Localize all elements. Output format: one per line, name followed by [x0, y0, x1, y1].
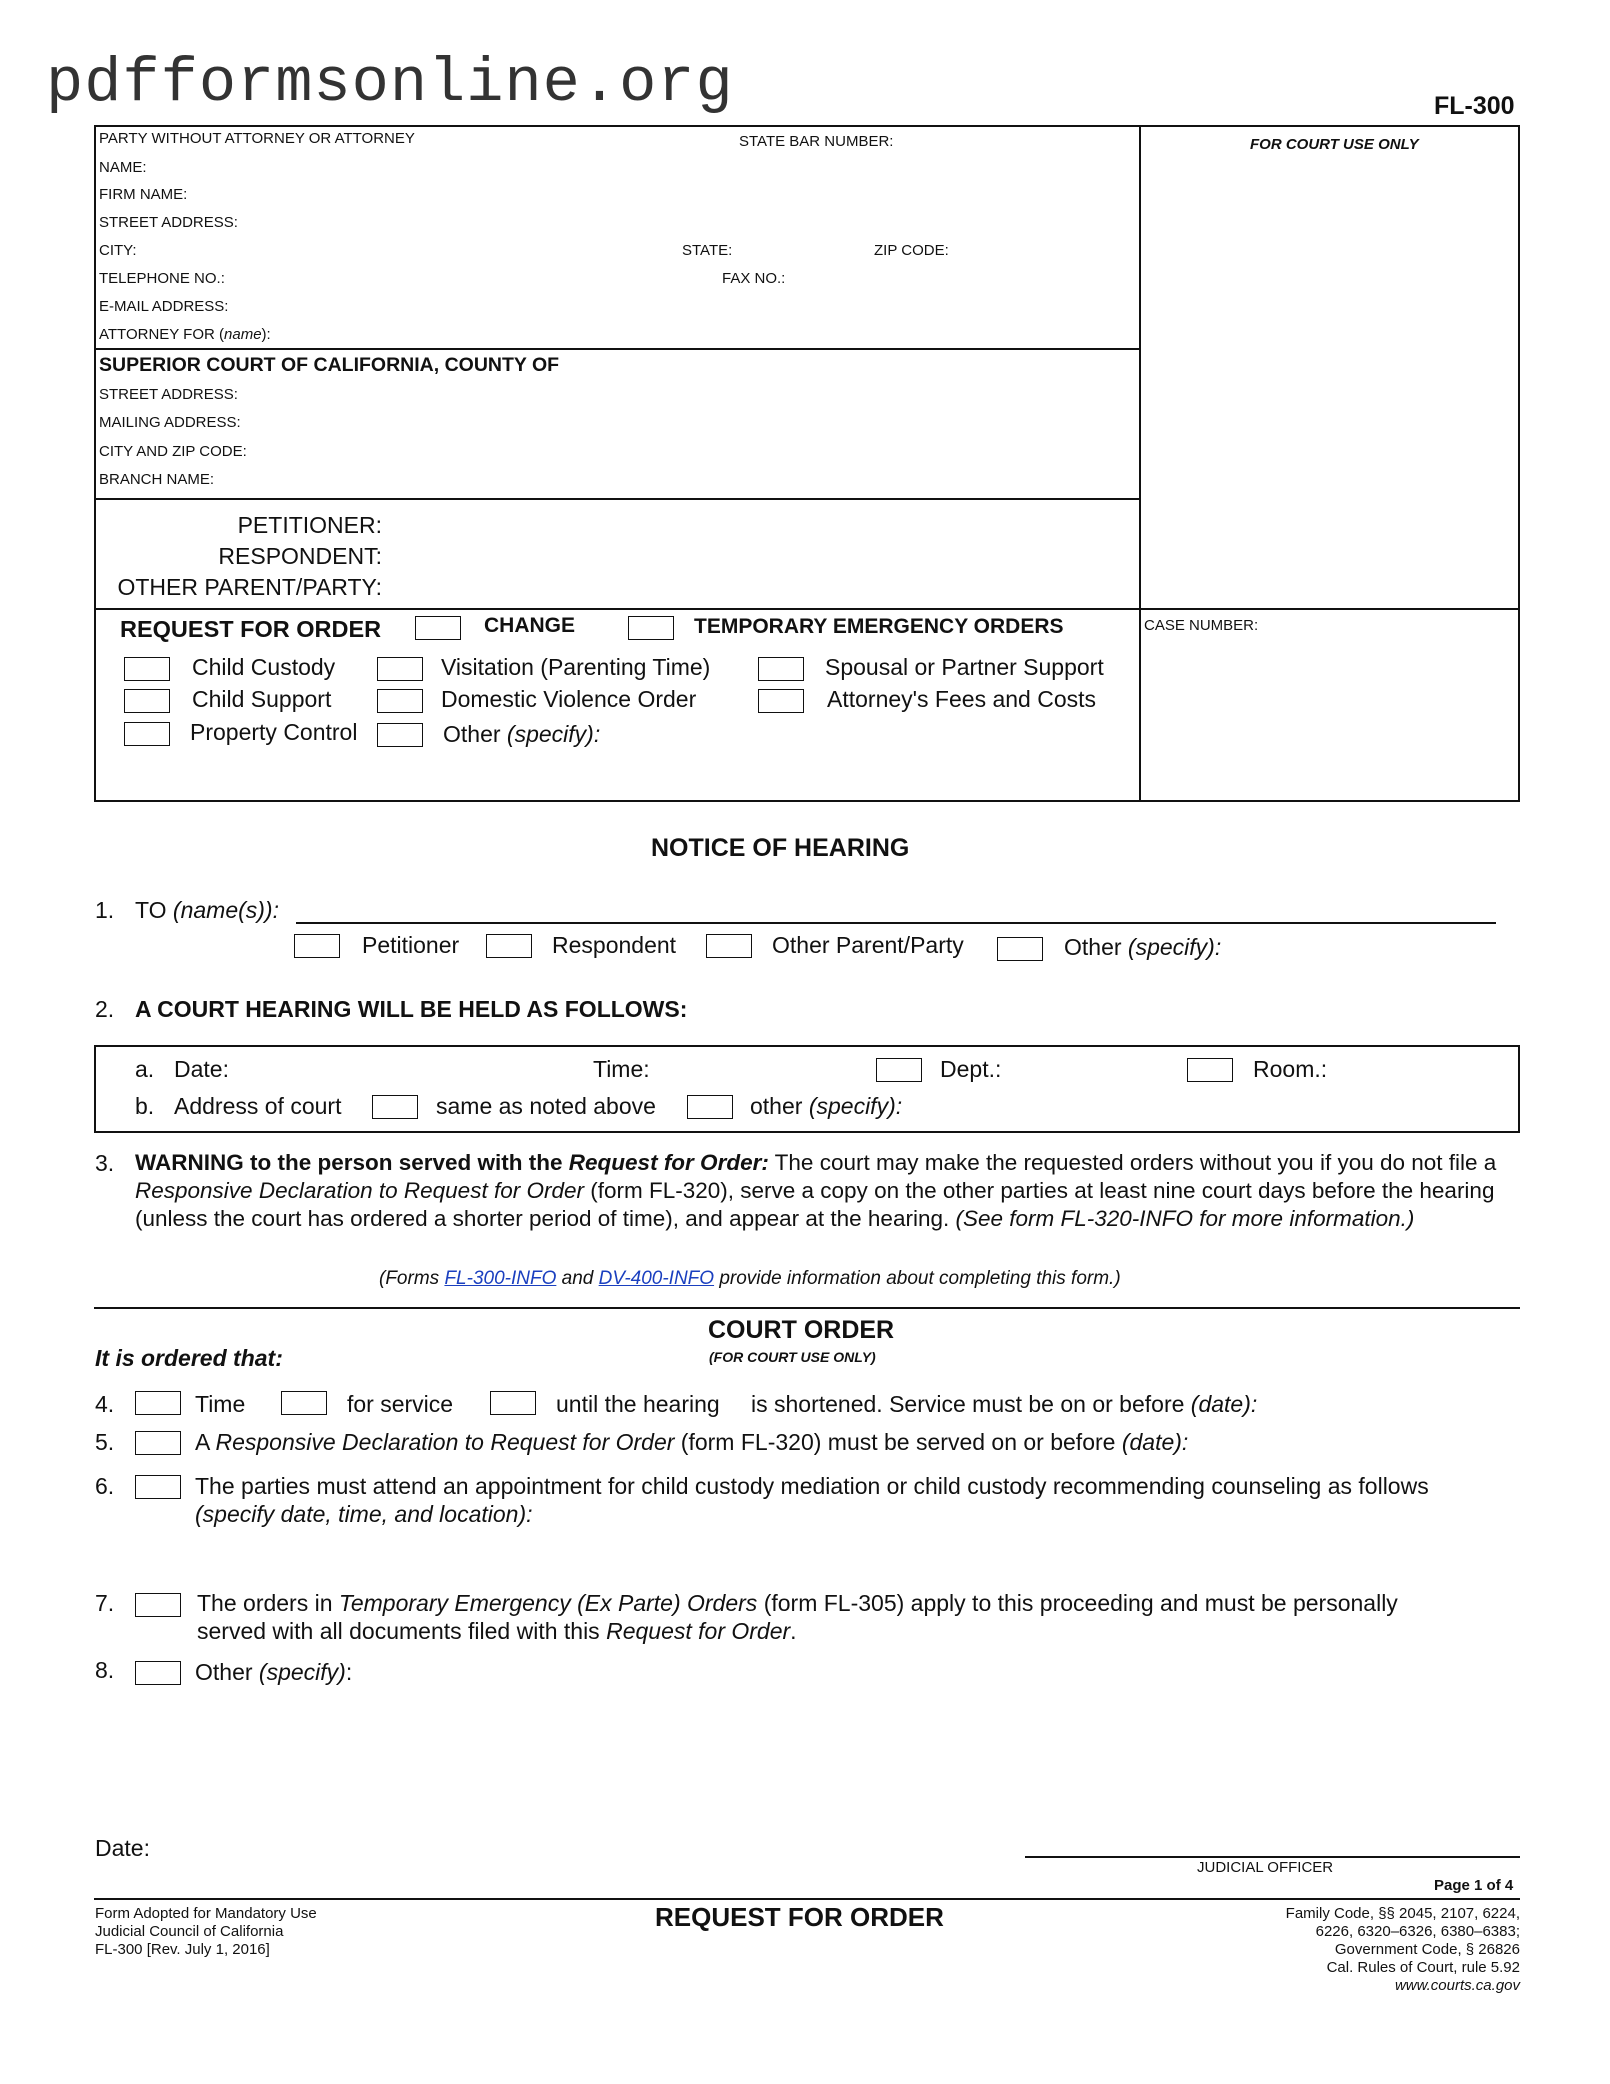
item6-number: 6. [95, 1473, 115, 1499]
item2-label: A COURT HEARING WILL BE HELD AS FOLLOWS: [135, 996, 688, 1022]
judicial-officer-label: JUDICIAL OFFICER [1197, 1859, 1334, 1876]
respondent-label: RESPONDENT: [218, 543, 382, 569]
page-number: Page 1 of 4 [1434, 1877, 1514, 1894]
same-address-label: same as noted above [436, 1093, 656, 1119]
courts-website-link[interactable]: www.courts.ca.gov [1394, 1977, 1520, 1994]
watermark: pdfformsonline.org [46, 48, 734, 119]
fax-label: FAX NO.: [722, 270, 786, 287]
room-label: Room.: [1253, 1056, 1328, 1082]
visitation-label: Visitation (Parenting Time) [441, 654, 711, 680]
item8-number: 8. [95, 1657, 115, 1683]
other-request-label: Other (specify): [443, 721, 601, 747]
item7-text-line1: The orders in Temporary Emergency (Ex Parte) Orders (form FL-305) apply to this proceeding and must be personally [197, 1590, 1398, 1616]
state-bar-label: STATE BAR NUMBER: [739, 133, 894, 150]
city-label: CITY: [99, 242, 137, 259]
child-support-label: Child Support [192, 686, 332, 712]
notice-title: NOTICE OF HEARING [651, 834, 910, 862]
hearing-time-label: Time: [593, 1056, 650, 1082]
revision-text: FL-300 [Rev. July 1, 2016] [95, 1941, 270, 1958]
dept-checkbox[interactable] [876, 1058, 922, 1082]
footer-right [1140, 1905, 1520, 1995]
spousal-support-checkbox[interactable] [758, 657, 804, 681]
family-code-2: 6226, 6320–6326, 6380–6383; [1315, 1923, 1520, 1940]
petitioner-checkbox[interactable] [294, 934, 340, 958]
shortened-text: is shortened. Service must be on or before (date): [751, 1391, 1258, 1417]
branch-label: BRANCH NAME: [99, 471, 215, 488]
firm-label: FIRM NAME: [99, 186, 188, 203]
attorney-fees-checkbox[interactable] [758, 689, 804, 713]
child-custody-label: Child Custody [192, 654, 336, 680]
court-address-label: Address of court [174, 1093, 342, 1119]
forms-info-note: (Forms FL-300-INFO and DV-400-INFO provide information about completing this form.) [379, 1268, 1121, 1289]
responsive-declaration-checkbox[interactable] [135, 1431, 181, 1455]
attorney-for-label: ATTORNEY FOR (name): [99, 326, 271, 343]
judicial-officer-signature-line[interactable] [1025, 1856, 1520, 1858]
item1-to-label: TO (name(s)): [135, 897, 279, 923]
court-use-only-label: FOR COURT USE ONLY [1250, 136, 1419, 153]
item3-number: 3. [95, 1150, 115, 1176]
party-header: PARTY WITHOUT ATTORNEY OR ATTORNEY [99, 130, 415, 147]
item4-number: 4. [95, 1391, 115, 1417]
temporary-label: TEMPORARY EMERGENCY ORDERS [694, 615, 1064, 638]
item-a-letter: a. [135, 1056, 155, 1082]
adopted-text: Form Adopted for Mandatory Use [95, 1905, 317, 1922]
telephone-label: TELEPHONE NO.: [99, 270, 225, 287]
temporary-checkbox[interactable] [628, 616, 674, 640]
form-number: FL-300 [1434, 92, 1515, 120]
item8-text: Other (specify): [195, 1659, 353, 1685]
hearing-date-label: Date: [174, 1056, 229, 1082]
domestic-violence-label: Domestic Violence Order [441, 686, 697, 712]
property-control-checkbox[interactable] [124, 722, 170, 746]
other-parent-option: Other Parent/Party [772, 932, 964, 958]
parties-block [98, 510, 382, 603]
until-hearing-checkbox[interactable] [490, 1391, 536, 1415]
other-order-checkbox[interactable] [135, 1661, 181, 1685]
street-label: STREET ADDRESS: [99, 214, 238, 231]
dv-400-info-link[interactable]: DV-400-INFO [598, 1268, 715, 1289]
rules-of-court: Cal. Rules of Court, rule 5.92 [1326, 1959, 1520, 1976]
court-order-title: COURT ORDER [708, 1316, 895, 1344]
petitioner-label: PETITIONER: [237, 512, 382, 538]
name-label: NAME: [99, 159, 147, 176]
other-parent-checkbox[interactable] [706, 934, 752, 958]
email-label: E-MAIL ADDRESS: [99, 298, 229, 315]
domestic-violence-checkbox[interactable] [377, 689, 423, 713]
time-label: Time [195, 1391, 246, 1417]
item2-number: 2. [95, 996, 115, 1022]
respondent-option: Respondent [552, 932, 677, 958]
item6-text: The parties must attend an appointment for child custody mediation or child custody recommending counseling as follows [195, 1473, 1429, 1499]
same-address-checkbox[interactable] [372, 1095, 418, 1119]
date-label: Date: [95, 1835, 150, 1861]
dept-label: Dept.: [940, 1056, 1002, 1082]
item5-number: 5. [95, 1429, 115, 1455]
item7-text-line2: served with all documents filed with this Request for Order. [197, 1618, 797, 1644]
court-order-subtitle: (FOR COURT USE ONLY) [709, 1349, 876, 1365]
petitioner-option: Petitioner [362, 932, 460, 958]
attorney-fees-label: Attorney's Fees and Costs [827, 686, 1097, 712]
zip-label: ZIP CODE: [874, 242, 949, 259]
item1-number: 1. [95, 897, 115, 923]
item-b-letter: b. [135, 1093, 155, 1119]
item5-text: A Responsive Declaration to Request for Order (form FL-320) must be served on or before (date): [195, 1429, 1189, 1455]
court-street-label: STREET ADDRESS: [99, 386, 238, 403]
government-code: Government Code, § 26826 [1334, 1941, 1520, 1958]
mediation-checkbox[interactable] [135, 1475, 181, 1499]
court-mailing-label: MAILING ADDRESS: [99, 414, 241, 431]
property-control-label: Property Control [190, 719, 358, 745]
family-code-1: Family Code, §§ 2045, 2107, 6224, [1285, 1905, 1520, 1922]
service-checkbox[interactable] [281, 1391, 327, 1415]
footer-left [95, 1905, 317, 1959]
other-address-label: other (specify): [750, 1093, 903, 1119]
court-title: SUPERIOR COURT OF CALIFORNIA, COUNTY OF [99, 354, 560, 376]
respondent-checkbox[interactable] [486, 934, 532, 958]
request-title: REQUEST FOR ORDER [120, 616, 382, 642]
council-text: Judicial Council of California [95, 1923, 284, 1940]
other-address-checkbox[interactable] [687, 1095, 733, 1119]
item6-specify: (specify date, time, and location): [195, 1501, 533, 1527]
change-checkbox[interactable] [415, 616, 461, 640]
ordered-label: It is ordered that: [95, 1345, 283, 1371]
other-parent-label: OTHER PARENT/PARTY: [117, 574, 382, 600]
time-checkbox[interactable] [135, 1391, 181, 1415]
other-party-option: Other (specify): [1064, 934, 1222, 960]
ex-parte-checkbox[interactable] [135, 1593, 181, 1617]
room-checkbox[interactable] [1187, 1058, 1233, 1082]
child-custody-checkbox[interactable] [124, 657, 170, 681]
child-support-checkbox[interactable] [124, 689, 170, 713]
other-party-checkbox[interactable] [997, 937, 1043, 961]
change-label: CHANGE [484, 614, 576, 637]
footer-title: REQUEST FOR ORDER [655, 1902, 944, 1932]
service-label: for service [347, 1391, 454, 1417]
spousal-support-label: Spousal or Partner Support [825, 654, 1104, 680]
item7-number: 7. [95, 1590, 115, 1616]
warning-paragraph: WARNING to the person served with the Request for Order: The court may make the requested orders without you if you do not file a Responsive Declaration to Request for Order (form FL-320), serve a copy on the other parties at least nine court days before the hearing (unless the court has ordered a shorter period of time), and appear at the hearing. (See form FL-320-INFO for more information.) [135, 1150, 1497, 1231]
until-hearing-label: until the hearing [556, 1391, 720, 1417]
fl-300-info-link[interactable]: FL-300-INFO [444, 1268, 557, 1289]
other-request-checkbox[interactable] [377, 723, 423, 747]
state-label: STATE: [682, 242, 733, 259]
to-names-line[interactable] [296, 922, 1496, 924]
case-number-label: CASE NUMBER: [1144, 617, 1259, 634]
visitation-checkbox[interactable] [377, 657, 423, 681]
court-city-zip-label: CITY AND ZIP CODE: [99, 443, 247, 460]
